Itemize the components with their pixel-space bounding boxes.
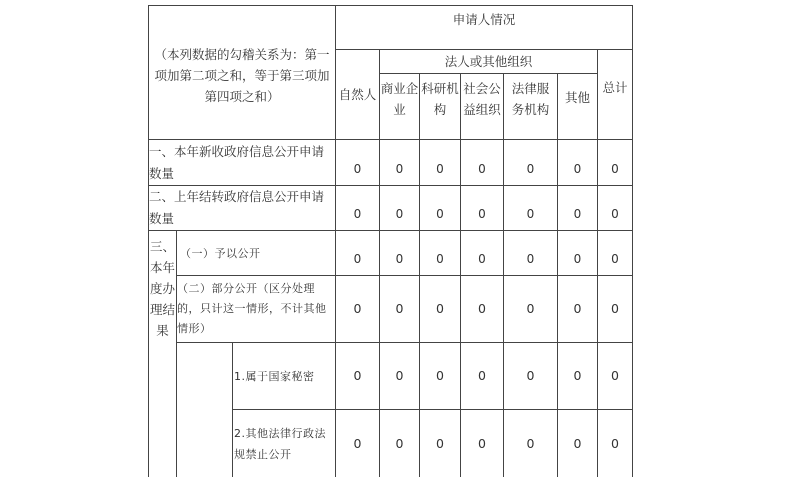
value-r2-commercial: 0 [395,207,404,221]
value-r2-social: 0 [478,207,486,221]
value-r3a-other: 0 [573,252,582,266]
value-r3a-law: 0 [526,252,535,266]
value-r3b-natural: 0 [353,301,362,316]
value-r1-natural: 0 [353,162,362,176]
value-r2-natural: 0 [353,207,362,221]
row-partial-disclosure-label: （二）部分公开（区分处理的，只计这一情形，不计其他情形） [177,282,327,335]
value-r1-commercial: 0 [395,162,404,176]
value-r3c1-natural: 0 [353,368,362,383]
row-other-prohibited-label: 2.其他法律行政法规禁止公开 [234,426,326,461]
value-r3c2-other: 0 [573,435,582,451]
value-r3b-total: 0 [611,301,619,316]
value-r3b-commercial: 0 [395,301,404,316]
value-r2-total: 0 [611,207,619,221]
value-r3c1-total: 0 [611,368,619,383]
value-r3b-social: 0 [478,301,486,316]
value-r3a-total: 0 [611,252,619,266]
header-legal-group: 法人或其他组织 [444,53,533,69]
value-r2-other: 0 [573,207,582,221]
value-r3b-other: 0 [573,301,582,316]
header-commercial: 商业企业 [380,81,419,117]
row-results-group-label: 三、本年度办理结果 [150,239,176,338]
value-r3c2-total: 0 [611,435,619,451]
value-r3c1-other: 0 [573,368,582,383]
row-new-requests-label: 一、本年新收政府信息公开申请数量 [149,143,325,181]
value-r3a-natural: 0 [353,252,362,266]
value-r2-law: 0 [526,207,535,221]
header-note: （本列数据的勾稽关系为：第一项加第二项之和，等于第三项加第四项之和） [154,46,330,104]
value-r3c1-commercial: 0 [395,368,404,383]
value-r3b-research: 0 [436,301,444,316]
value-r1-research: 0 [436,162,444,176]
value-r3c1-social: 0 [478,368,486,383]
value-r3c2-law: 0 [526,435,535,451]
value-r3a-research: 0 [436,252,444,266]
value-r1-social: 0 [478,162,486,176]
value-r1-other: 0 [573,162,582,176]
value-r3a-commercial: 0 [395,252,404,266]
value-r2-research: 0 [436,207,444,221]
value-r3c2-commercial: 0 [395,435,404,451]
value-r3c2-research: 0 [436,435,444,451]
value-r3a-social: 0 [478,252,486,266]
header-natural-person: 自然人 [338,86,377,102]
value-r3c1-law: 0 [526,368,535,383]
value-r3c1-research: 0 [436,368,444,383]
header-applicant: 申请人情况 [452,11,516,27]
row-state-secret-label: 1.属于国家秘密 [234,369,315,383]
row-carryover-label: 二、上年结转政府信息公开申请数量 [149,189,325,226]
value-r3c2-social: 0 [478,435,486,451]
value-r1-total: 0 [611,162,619,176]
row-full-disclosure-label: （一）予以公开 [180,246,261,260]
header-research: 科研机构 [421,81,459,117]
header-other: 其他 [564,90,590,105]
header-law: 法律服务机构 [511,81,550,117]
value-r3c2-natural: 0 [353,435,362,451]
header-total: 总计 [602,80,628,95]
value-r1-law: 0 [526,162,535,176]
value-r3b-law: 0 [526,301,535,316]
header-social: 社会公益组织 [463,81,501,117]
